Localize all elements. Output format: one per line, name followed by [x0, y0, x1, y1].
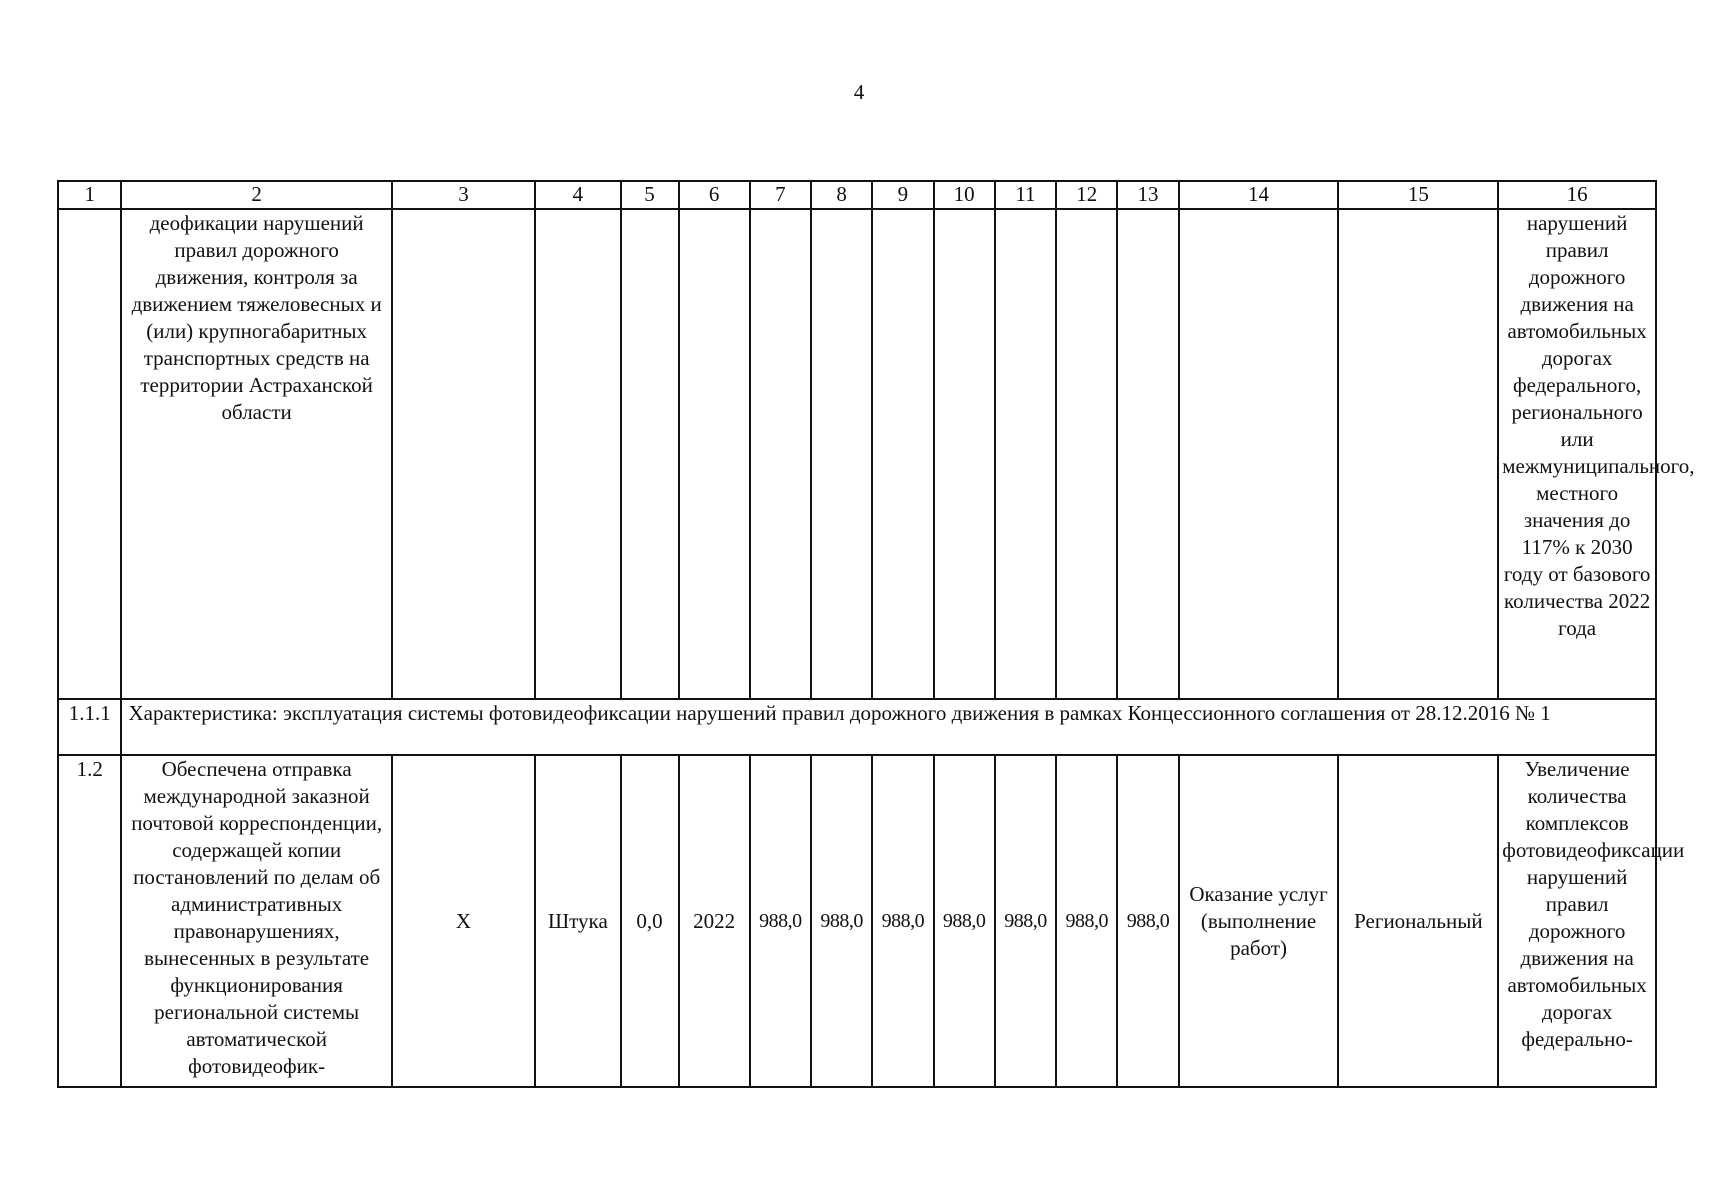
column-header: 16	[1498, 181, 1656, 209]
result-cell: Увеличение количества комплексов фотовидеофиксации нарушений правил дорожного движения на автомобильных дорогах федерально-	[1498, 755, 1656, 1087]
column-header: 13	[1117, 181, 1178, 209]
type-cell: Оказание услуг (выполнение работ)	[1179, 755, 1339, 1087]
result-cell: нарушений правил дорожного движения на автомобильных дорогах федерального, регионального или межмуниципального, местного значения до 117% к 2030 году от базового количества 2022 года	[1498, 209, 1656, 699]
value-cell: 988,0	[1056, 755, 1117, 1087]
value-cell: 988,0	[934, 755, 995, 1087]
base-year-cell: 2022	[679, 755, 750, 1087]
value-cell: 988,0	[750, 755, 811, 1087]
level-cell: Региональный	[1338, 755, 1498, 1087]
column-header: 2	[121, 181, 391, 209]
value-cell: 988,0	[872, 755, 933, 1087]
column-header: 11	[995, 181, 1056, 209]
column-header: 15	[1338, 181, 1498, 209]
task-description-cell: деофикации нарушений правил дорожного движения, контроля за движением тяжеловесных и (или) крупногабаритных транспортных средств на территории Астраханской области	[121, 209, 391, 699]
data-table	[57, 180, 1695, 1088]
column-number-row	[58, 181, 1656, 209]
row-id-cell: 1.1.1	[58, 699, 121, 755]
value-cell: 988,0	[1117, 755, 1178, 1087]
table-row	[58, 209, 1656, 699]
value-cell: 988,0	[811, 755, 872, 1087]
characteristic-cell: Характеристика: эксплуатация системы фотовидеофиксации нарушений правил дорожного движения в рамках Концессионного соглашения от 28.12.2016 № 1	[121, 699, 1656, 755]
column-header: 1	[58, 181, 121, 209]
row-id-cell: 1.2	[58, 755, 121, 1087]
mark-cell: Х	[392, 755, 535, 1087]
column-header: 10	[934, 181, 995, 209]
column-header: 14	[1179, 181, 1339, 209]
column-header: 5	[621, 181, 679, 209]
column-header: 9	[872, 181, 933, 209]
unit-cell: Штука	[535, 755, 620, 1087]
task-description-cell: Обеспечена отправка международной заказной почтовой корреспонденции, содержащей копии постановлений по делам об административных правонарушениях, вынесенных в результате функционирования региональной системы автоматической фотовидеофик-	[121, 755, 391, 1087]
column-header: 3	[392, 181, 535, 209]
table-row	[58, 755, 1656, 1087]
base-value-cell: 0,0	[621, 755, 679, 1087]
column-header: 4	[535, 181, 620, 209]
table-row	[58, 699, 1656, 755]
column-header: 6	[679, 181, 750, 209]
value-cell: 988,0	[995, 755, 1056, 1087]
column-header: 7	[750, 181, 811, 209]
column-header: 12	[1056, 181, 1117, 209]
page-number: 4	[853, 80, 865, 104]
column-header: 8	[811, 181, 872, 209]
